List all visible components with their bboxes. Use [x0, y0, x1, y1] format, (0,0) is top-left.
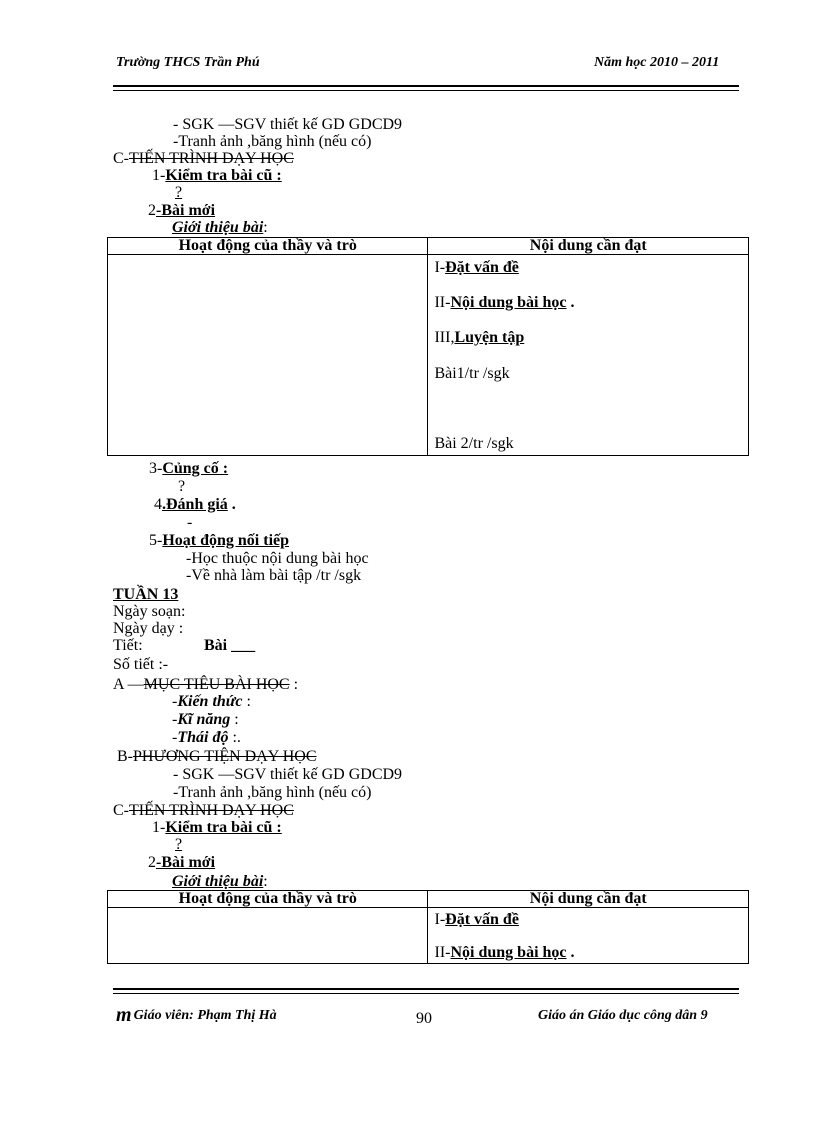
lesson-intro — [172, 219, 268, 236]
footer-teacher — [116, 1004, 277, 1026]
table-content-cell — [428, 255, 749, 456]
table2-item-2 — [428, 944, 748, 961]
book-icon: m — [116, 1004, 132, 1026]
footer-subject: Giáo án Giáo dục công dân 9 — [538, 1008, 708, 1023]
evaluation-dash: - — [187, 514, 193, 531]
lesson-intro-colon: : — [263, 219, 268, 236]
prep-date: Ngày soạn: — [113, 603, 186, 620]
new-lesson-prefix: 2 — [148, 202, 156, 219]
follow-up-prefix: 5- — [149, 532, 163, 549]
old-lesson-title: Kiểm tra bài cũ : — [165, 167, 282, 184]
old-lesson-check — [152, 167, 282, 184]
follow-up-title: Hoạt động nối tiếp — [162, 532, 290, 549]
footer-teacher-name: Giáo viên: Phạm Thị Hà — [133, 1008, 277, 1023]
table2-item-2-prefix: II- — [434, 944, 451, 961]
section-c2-prefix: C- — [113, 802, 129, 819]
table2-item-1-prefix: I- — [434, 911, 446, 928]
table2-item-1 — [428, 911, 748, 928]
materials-line-2: -Tranh ảnh ,băng hình (nếu có) — [173, 133, 372, 150]
lesson-intro-2-colon: : — [263, 873, 268, 890]
materials2-line-2: -Tranh ảnh ,băng hình (nếu có) — [173, 784, 372, 801]
table-header-content: Nội dung cần đạt — [428, 238, 749, 255]
section-c2-heading — [113, 802, 294, 819]
objective-attitude-label: Thái độ — [177, 729, 229, 746]
table-item-1-prefix: I- — [434, 259, 446, 276]
table2-content-cell — [428, 908, 749, 964]
section-a-heading — [113, 676, 298, 693]
header-year: Năm học 2010 – 2011 — [594, 55, 720, 70]
consolidation — [149, 460, 228, 477]
lesson-title — [204, 637, 255, 654]
consolidation-prefix: 3- — [149, 460, 163, 477]
table-item-2 — [428, 294, 748, 311]
footer-rule-thin — [113, 993, 739, 994]
section-a-title: MỤC TIÊU BÀI HỌC — [143, 676, 290, 693]
old-lesson-check-2 — [152, 819, 282, 836]
table-header-activities: Hoạt động của thầy và trò — [108, 238, 428, 255]
lesson-table-2 — [107, 890, 749, 964]
table-item-2-title: Nội dung bài học — [450, 294, 567, 311]
evaluation-dot: . — [227, 496, 236, 513]
week-heading: TUẦN 13 — [113, 586, 179, 603]
table-item-5: Bài 2/tr /sgk — [434, 435, 514, 452]
evaluation-prefix: 4 — [154, 496, 162, 513]
section-c-heading — [113, 150, 294, 167]
section-a-prefix: A — — [113, 676, 144, 693]
follow-up — [149, 532, 289, 549]
objective-skills-label: Kĩ năng — [177, 711, 231, 728]
table-item-2-dot: . — [566, 294, 575, 311]
materials-line-1: - SGK —SGV thiết kế GD GDCD9 — [173, 116, 403, 133]
table2-header-activities: Hoạt động của thầy và trò — [108, 891, 428, 908]
objective-attitude: -Thái độ :. — [172, 729, 241, 746]
table2-header-content: Nội dung cần đạt — [428, 891, 749, 908]
table2-item-1-title: Đặt vấn đề — [445, 911, 519, 928]
table-item-3 — [428, 329, 748, 346]
new-lesson — [148, 202, 215, 219]
objective-knowledge: -Kiến thức : — [172, 693, 251, 710]
header-rule — [113, 85, 739, 87]
lesson-intro-2-title: Giới thiệu bài — [172, 873, 264, 890]
consolidation-title: Củng cố : — [162, 460, 229, 477]
question-mark-2: ? — [175, 836, 183, 853]
new-lesson-title: -Bài mới — [156, 202, 216, 219]
question-mark: ? — [175, 184, 183, 201]
old-lesson-2-prefix: 1- — [152, 819, 166, 836]
table-activities-cell — [108, 255, 428, 456]
section-b-prefix: B- — [117, 748, 133, 765]
table2-item-2-dot: . — [566, 944, 575, 961]
table2-item-2-title: Nội dung bài học — [450, 944, 567, 961]
table-item-1-title: Đặt vấn đề — [445, 259, 519, 276]
lesson-intro-2 — [172, 873, 268, 890]
lesson-intro-title: Giới thiệu bài — [172, 219, 264, 236]
consolidation-question: ? — [178, 478, 186, 495]
period-count: Số tiết :- — [113, 656, 169, 673]
section-c-title: TIẾN TRÌNH DẠY HỌC — [129, 150, 294, 167]
lesson-title-label: Bài — [204, 637, 228, 654]
table-item-2-prefix: II- — [434, 294, 451, 311]
section-b-heading — [117, 748, 317, 765]
section-b-title: PHƯƠNG TIỆN DẠY HỌC — [133, 748, 317, 765]
lesson-title-blank: ___ — [231, 637, 256, 654]
new-lesson-2-prefix: 2 — [148, 854, 156, 871]
old-lesson-prefix: 1- — [152, 167, 166, 184]
objective-skills: -Kĩ năng : — [172, 711, 239, 728]
evaluation-title: .Đánh giá — [162, 496, 228, 513]
period-label: Tiết: — [113, 637, 143, 654]
table-item-4: Bài1/tr /sgk — [434, 365, 510, 382]
table2-activities-cell — [108, 908, 428, 964]
new-lesson-2-title: -Bài mới — [156, 854, 216, 871]
section-c2-title: TIẾN TRÌNH DẠY HỌC — [129, 802, 294, 819]
materials2-line-1: - SGK —SGV thiết kế GD GDCD9 — [173, 766, 403, 783]
new-lesson-2 — [148, 854, 215, 871]
header-rule-thin — [113, 90, 739, 91]
footer-rule — [113, 988, 739, 990]
evaluation — [154, 496, 236, 513]
table-item-3-title: Luyện tập — [454, 329, 525, 346]
objective-knowledge-label: Kiến thức — [177, 693, 243, 710]
page-number: 90 — [416, 1010, 432, 1027]
table-item-3-prefix: III, — [434, 329, 455, 346]
lesson-table — [107, 237, 749, 456]
old-lesson-2-title: Kiểm tra bài cũ : — [165, 819, 282, 836]
follow-up-line-1: -Học thuộc nội dung bài học — [186, 550, 369, 567]
table-item-1 — [428, 259, 748, 276]
teach-date: Ngày dạy : — [113, 620, 184, 637]
follow-up-line-2: -Về nhà làm bài tập /tr /sgk — [186, 567, 362, 584]
section-c-prefix: C- — [113, 150, 129, 167]
header-school: Trường THCS Trần Phú — [116, 55, 260, 70]
section-a-colon: : — [289, 676, 299, 693]
